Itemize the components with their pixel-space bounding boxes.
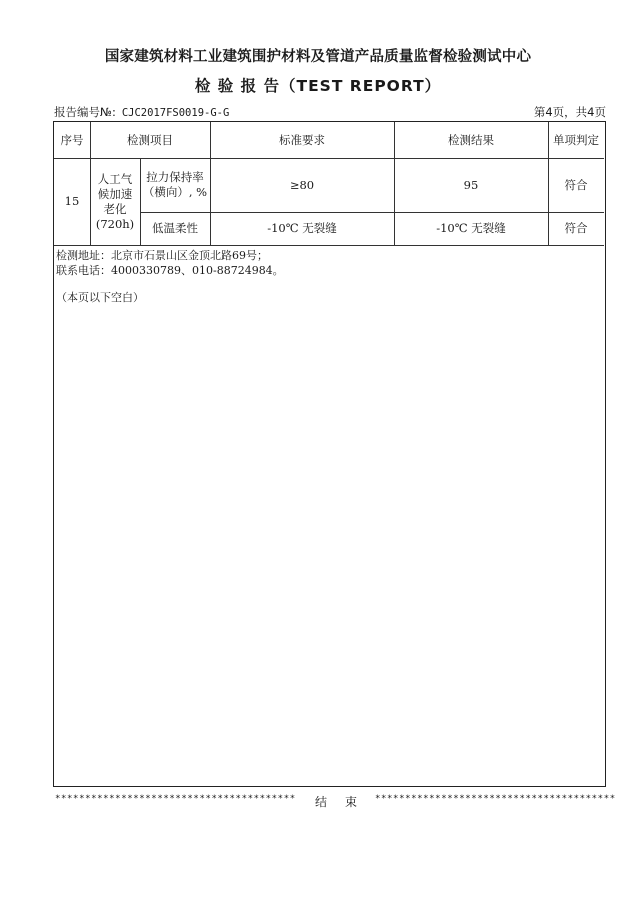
contact-phone: 联系电话：4000330789、010-88724984。 <box>56 264 284 277</box>
standard-tensile: ≥80 <box>289 177 315 192</box>
header-judgement: 单项判定 <box>553 132 599 147</box>
report-title: 检 验 报 告（TEST REPORT） <box>194 77 442 95</box>
group-name-line4: (720h) <box>95 216 135 231</box>
result-flexibility: -10℃ 无裂缝 <box>436 221 506 235</box>
end-stars-right: **************************************** <box>375 794 616 804</box>
end-stars-left: **************************************** <box>55 794 296 804</box>
end-marker: 结束 <box>315 795 376 809</box>
table-bottom-divider <box>54 245 604 246</box>
sub-item-tensile-line1: 拉力保持率 <box>146 170 204 184</box>
sub-item-tensile-line2: （横向）, % <box>142 185 208 199</box>
group-name-line1: 人工气 <box>97 171 133 186</box>
header-seq: 序号 <box>60 132 84 147</box>
page-info: 第4页，共4页 <box>533 105 606 119</box>
report-number-value: CJC2017FS0019-G-G <box>121 107 230 119</box>
org-title: 国家建筑材料工业建筑围护材料及管道产品质量监督检验测试中心 <box>104 49 532 65</box>
judgement-tensile: 符合 <box>564 177 588 192</box>
header-item: 检测项目 <box>127 132 173 147</box>
test-address: 检测地址：北京市石景山区金顶北路69号； <box>56 249 268 262</box>
result-tensile: 95 <box>463 177 479 192</box>
blank-page-note: （本页以下空白） <box>56 291 144 304</box>
header-standard: 标准要求 <box>279 132 325 147</box>
group-name <box>90 158 140 245</box>
group-name-line2: 候加速 <box>97 186 133 201</box>
judgement-flexibility: 符合 <box>564 221 588 235</box>
standard-flexibility: -10℃ 无裂缝 <box>267 221 337 235</box>
sub-item-tensile <box>140 158 210 212</box>
report-end-line <box>53 794 616 810</box>
report-number <box>54 104 229 120</box>
sub-item-flexibility: 低温柔性 <box>152 221 198 235</box>
row-seq: 15 <box>64 194 80 208</box>
report-number-label: 报告编号№: <box>54 105 116 119</box>
group-name-line3: 老化 <box>103 201 127 216</box>
report-meta-line <box>54 104 606 120</box>
header-result: 检测结果 <box>448 132 494 147</box>
report-frame <box>53 121 606 787</box>
